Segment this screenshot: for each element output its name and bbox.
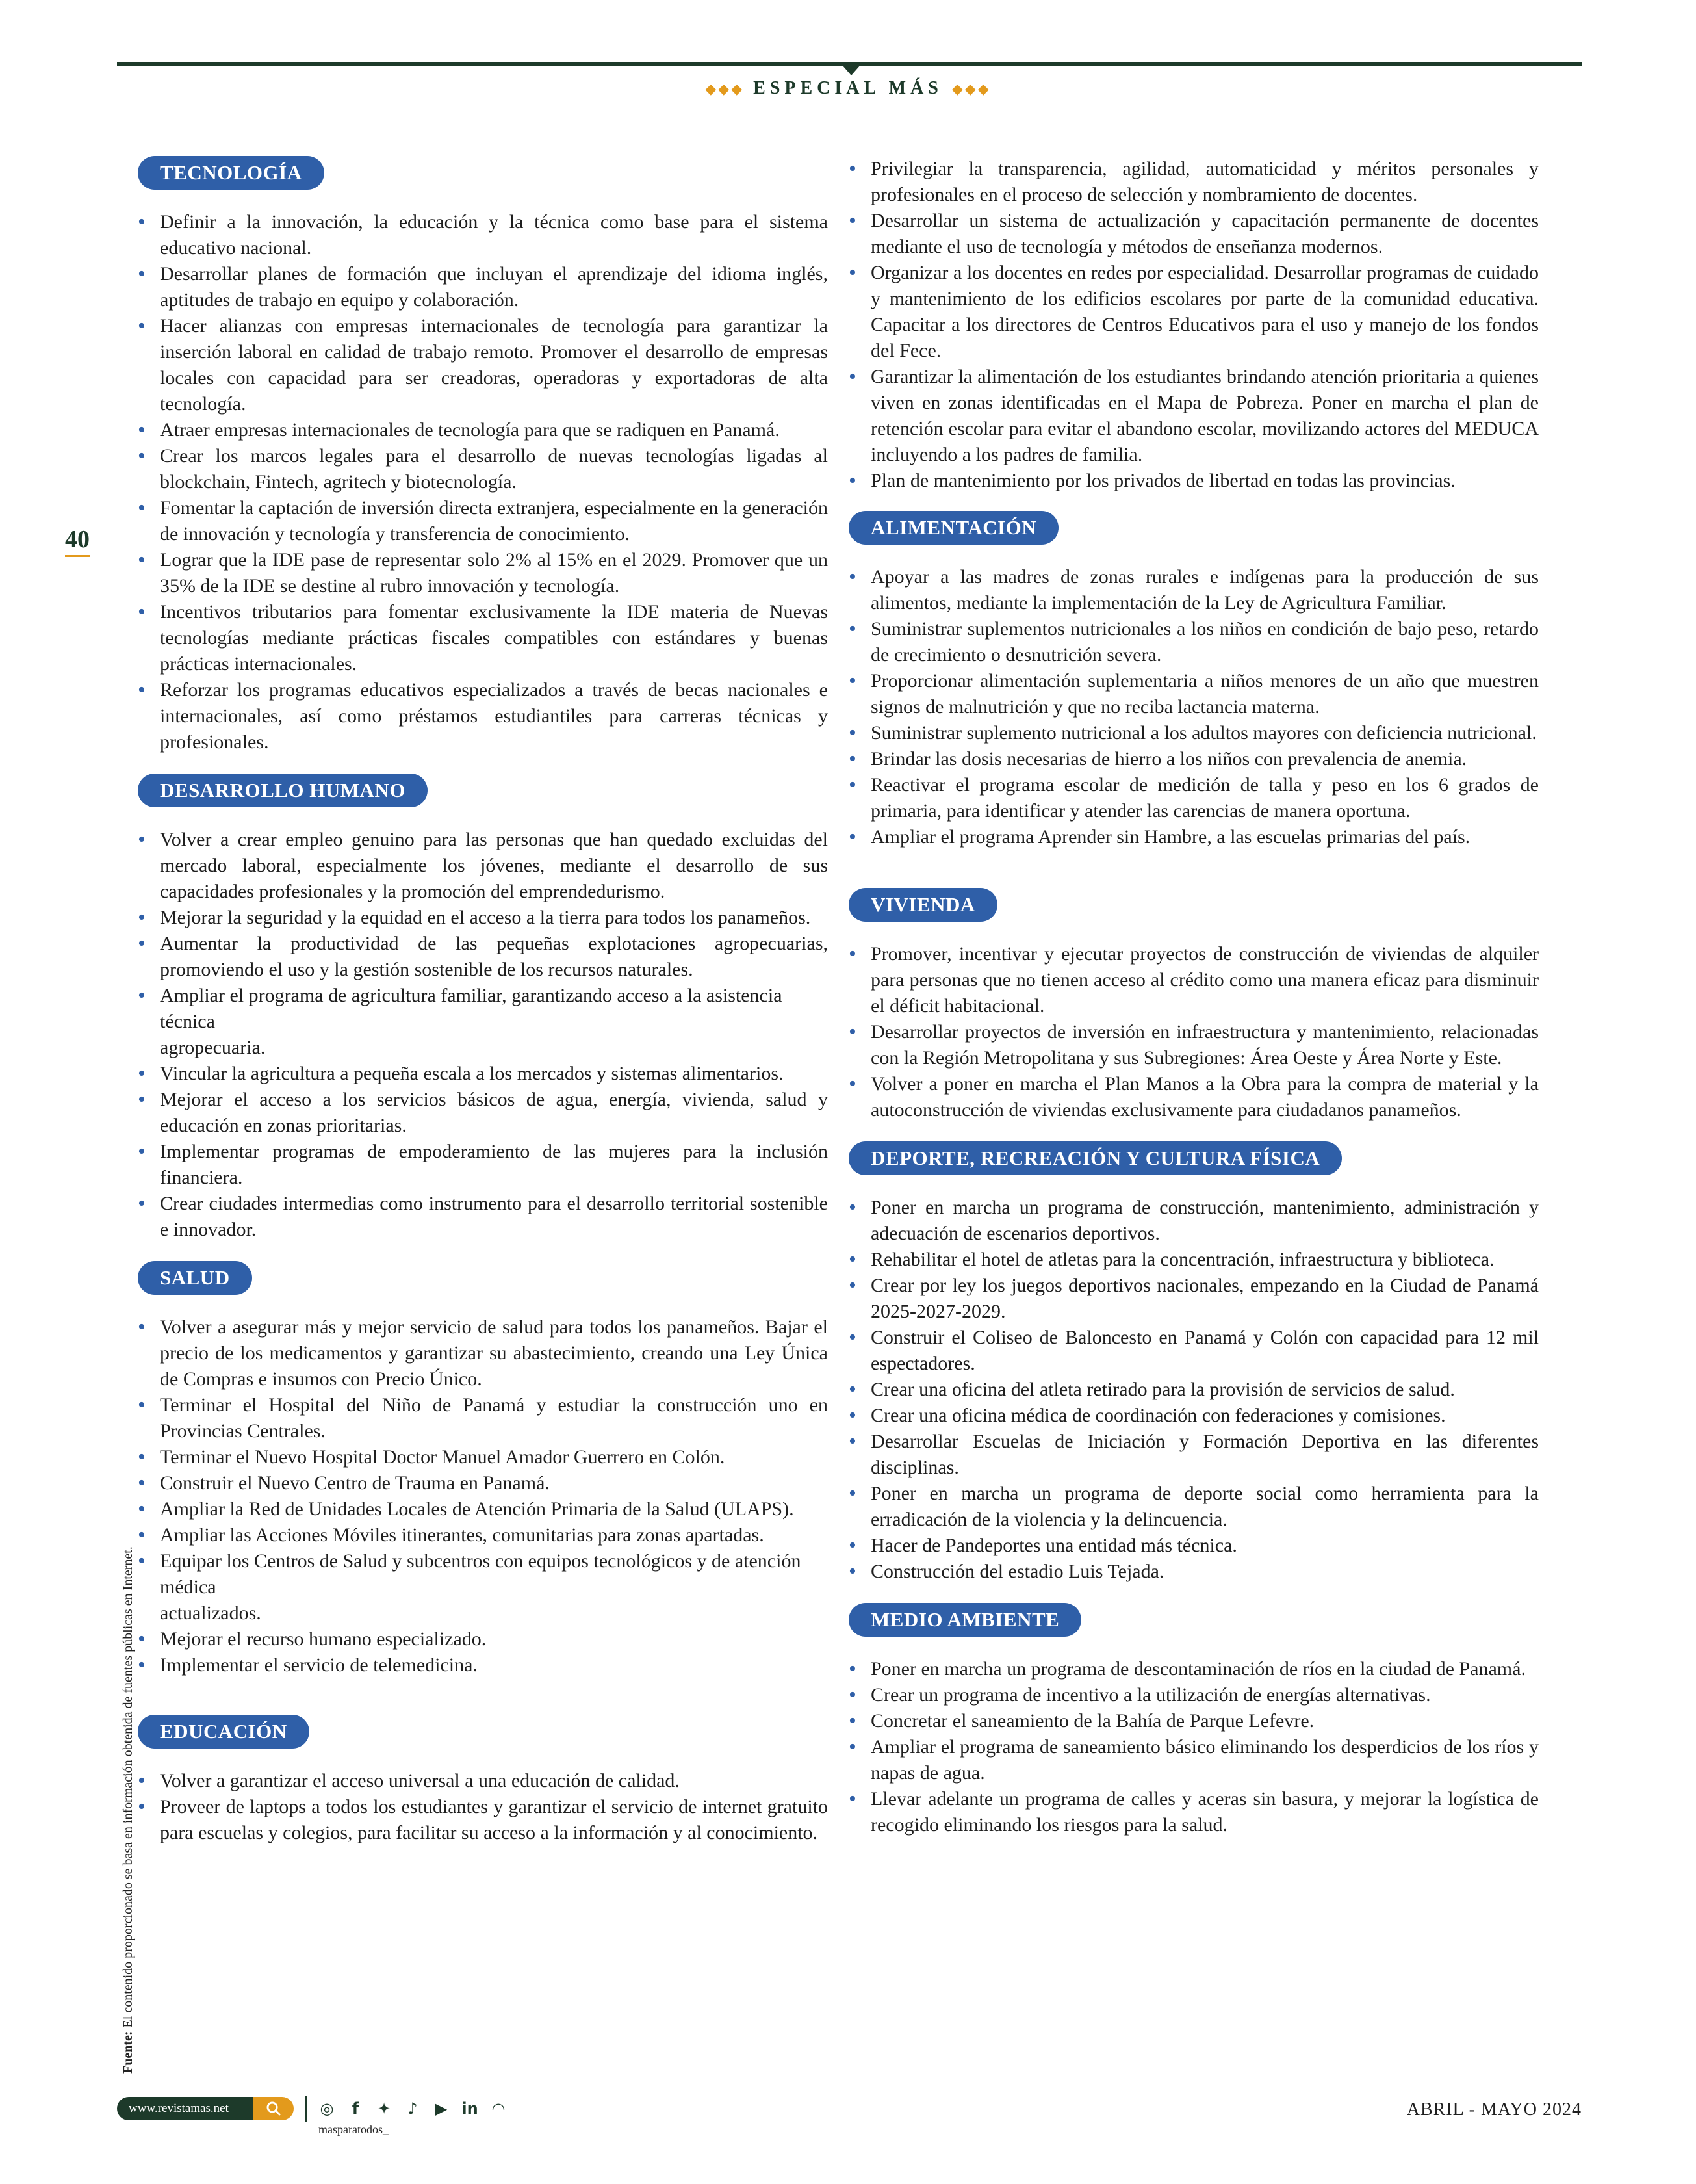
list-item: • Crear un programa de incentivo a la utilización de energías alternativas.: [846, 1682, 1539, 1708]
bullet-list: [846, 1195, 1539, 1585]
list-item: • Aumentar la productividad de las pequeñas explotaciones agropecuarias, promoviendo el uso y la gestión sostenible de los recursos naturales.: [135, 931, 828, 983]
list-item: • Garantizar la alimentación de los estudiantes brindando atención prioritaria a quienes viven en zonas identificadas en el Mapa de Pobreza. Poner en marcha el plan de retención escolar para evitar el abandono escolar, movilizando actores del MEDUCA incluyendo a los padres de familia.: [846, 364, 1539, 468]
bullet-list: [846, 564, 1539, 850]
bullet-list: [135, 209, 828, 755]
section-pill: ALIMENTACIÓN: [849, 511, 1059, 545]
list-item: • Incentivos tributarios para fomentar exclusivamente la IDE materia de Nuevas tecnologías mediante prácticas fiscales compatibles con estándares y buenas prácticas internacionales.: [135, 599, 828, 677]
bullet-list: [846, 1656, 1539, 1838]
list-item: • Suministrar suplemento nutricional a los adultos mayores con deficiencia nutricional.: [846, 720, 1539, 746]
section-vivienda: [846, 888, 1539, 1123]
header-notch: [842, 65, 860, 75]
list-item: • Ampliar la Red de Unidades Locales de Atención Primaria de la Salud (ULAPS).: [135, 1496, 828, 1522]
list-item: • Construir el Nuevo Centro de Trauma en Panamá.: [135, 1470, 828, 1496]
list-item: • Apoyar a las madres de zonas rurales e indígenas para la producción de sus alimentos, mediante la implementación de la Ley de Agricultura Familiar.: [846, 564, 1539, 616]
list-item: • Concretar el saneamiento de la Bahía de Parque Lefevre.: [846, 1708, 1539, 1734]
list-item: • Proveer de laptops a todos los estudiantes y garantizar el servicio de internet gratuito para escuelas y colegios, para facilitar su acceso a la información y al conocimiento.: [135, 1794, 828, 1846]
section-pill: MEDIO AMBIENTE: [849, 1603, 1081, 1637]
list-item: • Brindar las dosis necesarias de hierro a los niños con prevalencia de anemia.: [846, 746, 1539, 772]
list-item: • Ampliar el programa de agricultura familiar, garantizando acceso a la asistencia técnica agropecuaria.: [135, 983, 828, 1061]
bullet-list: [135, 1768, 828, 1846]
list-item: • Plan de mantenimiento por los privados de libertad en todas las provincias.: [846, 468, 1539, 494]
list-item: • Crear ciudades intermedias como instrumento para el desarrollo territorial sostenible e innovador.: [135, 1191, 828, 1243]
search-button[interactable]: [253, 2097, 294, 2120]
bullet-list: [846, 156, 1539, 494]
twitter-icon[interactable]: ✦: [377, 2100, 391, 2118]
list-item: • Ampliar las Acciones Móviles itinerantes, comunitarias para zonas apartadas.: [135, 1522, 828, 1548]
list-item: • Desarrollar planes de formación que incluyan el aprendizaje del idioma inglés, aptitudes de trabajo en equipo y colaboración.: [135, 261, 828, 313]
list-item: • Terminar el Nuevo Hospital Doctor Manuel Amador Guerrero en Colón.: [135, 1444, 828, 1470]
section-salud: [135, 1261, 828, 1678]
list-item: • Desarrollar Escuelas de Iniciación y Formación Deportiva en las diferentes disciplinas.: [846, 1429, 1539, 1481]
kicker-text: ESPECIAL MÁS: [753, 78, 943, 98]
section-educacion: [135, 1715, 828, 1846]
list-item: • Crear por ley los juegos deportivos nacionales, empezando en la Ciudad de Panamá 2025-2027-2029.: [846, 1273, 1539, 1325]
list-item: • Volver a garantizar el acceso universal a una educación de calidad.: [135, 1768, 828, 1794]
list-item: • Poner en marcha un programa de deporte social como herramienta para la erradicación de la violencia y la delincuencia.: [846, 1481, 1539, 1533]
source-text: El contenido proporcionado se basa en información obtenida de fuentes públicas en Internet.: [121, 1546, 135, 2031]
list-item: • Atraer empresas internacionales de tecnología para que se radiquen en Panamá.: [135, 417, 828, 443]
list-item: • Poner en marcha un programa de descontaminación de ríos en la ciudad de Panamá.: [846, 1656, 1539, 1682]
list-item: • Implementar el servicio de telemedicina.: [135, 1652, 828, 1678]
footer-divider: [305, 2096, 307, 2122]
list-item: • Mejorar la seguridad y la equidad en el acceso a la tierra para todos los panameños.: [135, 905, 828, 931]
kicker-ornament-right: ◆◆◆: [951, 81, 991, 97]
list-item: • Mejorar el recurso humano especializado.: [135, 1626, 828, 1652]
source-note: [121, 1488, 136, 2074]
list-item: • Terminar el Hospital del Niño de Panamá y estudiar la construcción uno en Provincias Centrales.: [135, 1392, 828, 1444]
list-item: • Definir a la innovación, la educación y la técnica como base para el sistema educativo nacional.: [135, 209, 828, 261]
list-item: • Promover, incentivar y ejecutar proyectos de construcción de viviendas de alquiler para personas que no tienen acceso al crédito como una manera eficaz para disminuir el déficit habitacional.: [846, 941, 1539, 1019]
list-item: • Fomentar la captación de inversión directa extranjera, especialmente en la generación de innovación y tecnología y transferencia de conocimiento.: [135, 495, 828, 547]
list-item: • Crear los marcos legales para el desarrollo de nuevas tecnologías ligadas al blockchain, Fintech, agritech y biotecnología.: [135, 443, 828, 495]
list-item: • Construir el Coliseo de Baloncesto en Panamá y Colón con capacidad para 12 mil espectadores.: [846, 1325, 1539, 1377]
section-pill: TECNOLOGÍA: [138, 156, 324, 190]
section-tecnologia: [135, 156, 828, 755]
rss-icon[interactable]: ◠: [492, 2100, 505, 2118]
list-item: • Desarrollar un sistema de actualización y capacitación permanente de docentes mediante el uso de tecnología y métodos de enseñanza modernos.: [846, 208, 1539, 260]
section-pill: SALUD: [138, 1261, 252, 1295]
linkedin-icon[interactable]: in: [461, 2100, 478, 2118]
page-number: 40: [65, 525, 90, 557]
list-item: • Implementar programas de empoderamiento de las mujeres para la inclusión financiera.: [135, 1139, 828, 1191]
kicker-ornament-left: ◆◆◆: [705, 81, 745, 97]
tiktok-icon[interactable]: ♪: [407, 2100, 418, 2118]
list-item: • Ampliar el programa de saneamiento básico eliminando los desperdicios de los ríos y napas de agua.: [846, 1734, 1539, 1786]
list-item: • Reforzar los programas educativos especializados a través de becas nacionales e internacionales, así como préstamos estudiantiles para carreras técnicas y profesionales.: [135, 677, 828, 755]
list-item: • Hacer de Pandeportes una entidad más técnica.: [846, 1533, 1539, 1559]
list-item: • Equipar los Centros de Salud y subcentros con equipos tecnológicos y de atención médica actualizados.: [135, 1548, 828, 1626]
section-pill: EDUCACIÓN: [138, 1715, 309, 1748]
section-pill: VIVIENDA: [849, 888, 997, 922]
list-item: • Llevar adelante un programa de calles y aceras sin basura, y mejorar la logística de recogido eliminando los riesgos para la salud.: [846, 1786, 1539, 1838]
list-item: • Ampliar el programa Aprender sin Hambre, a las escuelas primarias del país.: [846, 824, 1539, 850]
list-item: • Crear una oficina médica de coordinación con federaciones y comisiones.: [846, 1403, 1539, 1429]
left-column: [135, 156, 828, 1864]
list-item: • Desarrollar proyectos de inversión en infraestructura y mantenimiento, relacionadas con la Región Metropolitana y sus Subregiones: Área Oeste y Área Norte y Este.: [846, 1019, 1539, 1071]
list-item: • Crear una oficina del atleta retirado para la provisión de servicios de salud.: [846, 1377, 1539, 1403]
section-educacion-continued: [846, 156, 1539, 494]
list-item: • Proporcionar alimentación suplementaria a niños menores de un año que muestren signos de malnutrición y que no reciba lactancia materna.: [846, 668, 1539, 720]
list-item: • Lograr que la IDE pase de representar solo 2% al 15% en el 2029. Promover que un 35% de la IDE se destine al rubro innovación y tecnología.: [135, 547, 828, 599]
bullet-list: [135, 1314, 828, 1678]
section-medio-ambiente: [846, 1603, 1539, 1838]
youtube-icon[interactable]: ▶: [435, 2100, 448, 2118]
section-desarrollo-humano: [135, 774, 828, 1243]
bullet-list: [135, 827, 828, 1243]
search-icon: [253, 2097, 294, 2120]
section-kicker: [0, 78, 1696, 99]
list-item: • Construcción del estadio Luis Tejada.: [846, 1559, 1539, 1585]
social-handle: masparatodos_: [318, 2123, 389, 2136]
list-item: • Organizar a los docentes en redes por especialidad. Desarrollar programas de cuidado y mantenimiento de los edificios escolares por parte de la comunidad educativa. Capacitar a los directores de Centros Educativos para el uso y manejo de los fondos del Fece.: [846, 260, 1539, 364]
list-item: • Suministrar suplementos nutricionales a los niños en condición de bajo peso, retardo de crecimiento o desnutrición severa.: [846, 616, 1539, 668]
list-item: • Volver a asegurar más y mejor servicio de salud para todos los panameños. Bajar el precio de los medicamentos y garantizar su abastecimiento, creando una Ley Única de Compras e insumos con Precio Único.: [135, 1314, 828, 1392]
list-item: • Volver a poner en marcha el Plan Manos a la Obra para la compra de material y la autoconstrucción de viviendas exclusivamente para ciudadanos panameños.: [846, 1071, 1539, 1123]
list-item: • Privilegiar la transparencia, agilidad, automaticidad y méritos personales y profesionales en el proceso de selección y nombramiento de docentes.: [846, 156, 1539, 208]
list-item: • Volver a crear empleo genuino para las personas que han quedado excluidas del mercado laboral, especialmente los jóvenes, mediante el desarrollo de sus capacidades profesionales y la promoción del emprendedurismo.: [135, 827, 828, 905]
instagram-icon[interactable]: ◎: [320, 2100, 334, 2118]
list-item: • Hacer alianzas con empresas internacionales de tecnología para garantizar la inserción laboral en calidad de trabajo remoto. Promover el desarrollo de empresas locales con capacidad para ser creadoras, operadoras y exportadoras de alta tecnología.: [135, 313, 828, 417]
social-icons: [317, 2097, 508, 2120]
website-link[interactable]: www.revistamas.net: [117, 2097, 256, 2120]
list-item: • Vincular la agricultura a pequeña escala a los mercados y sistemas alimentarios.: [135, 1061, 828, 1087]
section-alimentacion: [846, 511, 1539, 850]
list-item: • Poner en marcha un programa de construcción, mantenimiento, administración y adecuación de escenarios deportivos.: [846, 1195, 1539, 1247]
section-pill: DESARROLLO HUMANO: [138, 774, 428, 807]
section-pill: DEPORTE, RECREACIÓN Y CULTURA FÍSICA: [849, 1141, 1342, 1175]
right-column: [846, 156, 1539, 1856]
list-item: • Reactivar el programa escolar de medición de talla y peso en los 6 grados de primaria, para identificar y atender las carencias de manera oportuna.: [846, 772, 1539, 824]
facebook-icon[interactable]: f: [352, 2100, 359, 2118]
bullet-list: [846, 941, 1539, 1123]
source-label: Fuente:: [121, 2031, 135, 2074]
list-item: • Rehabilitar el hotel de atletas para la concentración, infraestructura y biblioteca.: [846, 1247, 1539, 1273]
list-item: • Mejorar el acceso a los servicios básicos de agua, energía, vivienda, salud y educación en zonas prioritarias.: [135, 1087, 828, 1139]
issue-date: ABRIL - MAYO 2024: [1406, 2100, 1582, 2120]
section-deporte: [846, 1141, 1539, 1585]
